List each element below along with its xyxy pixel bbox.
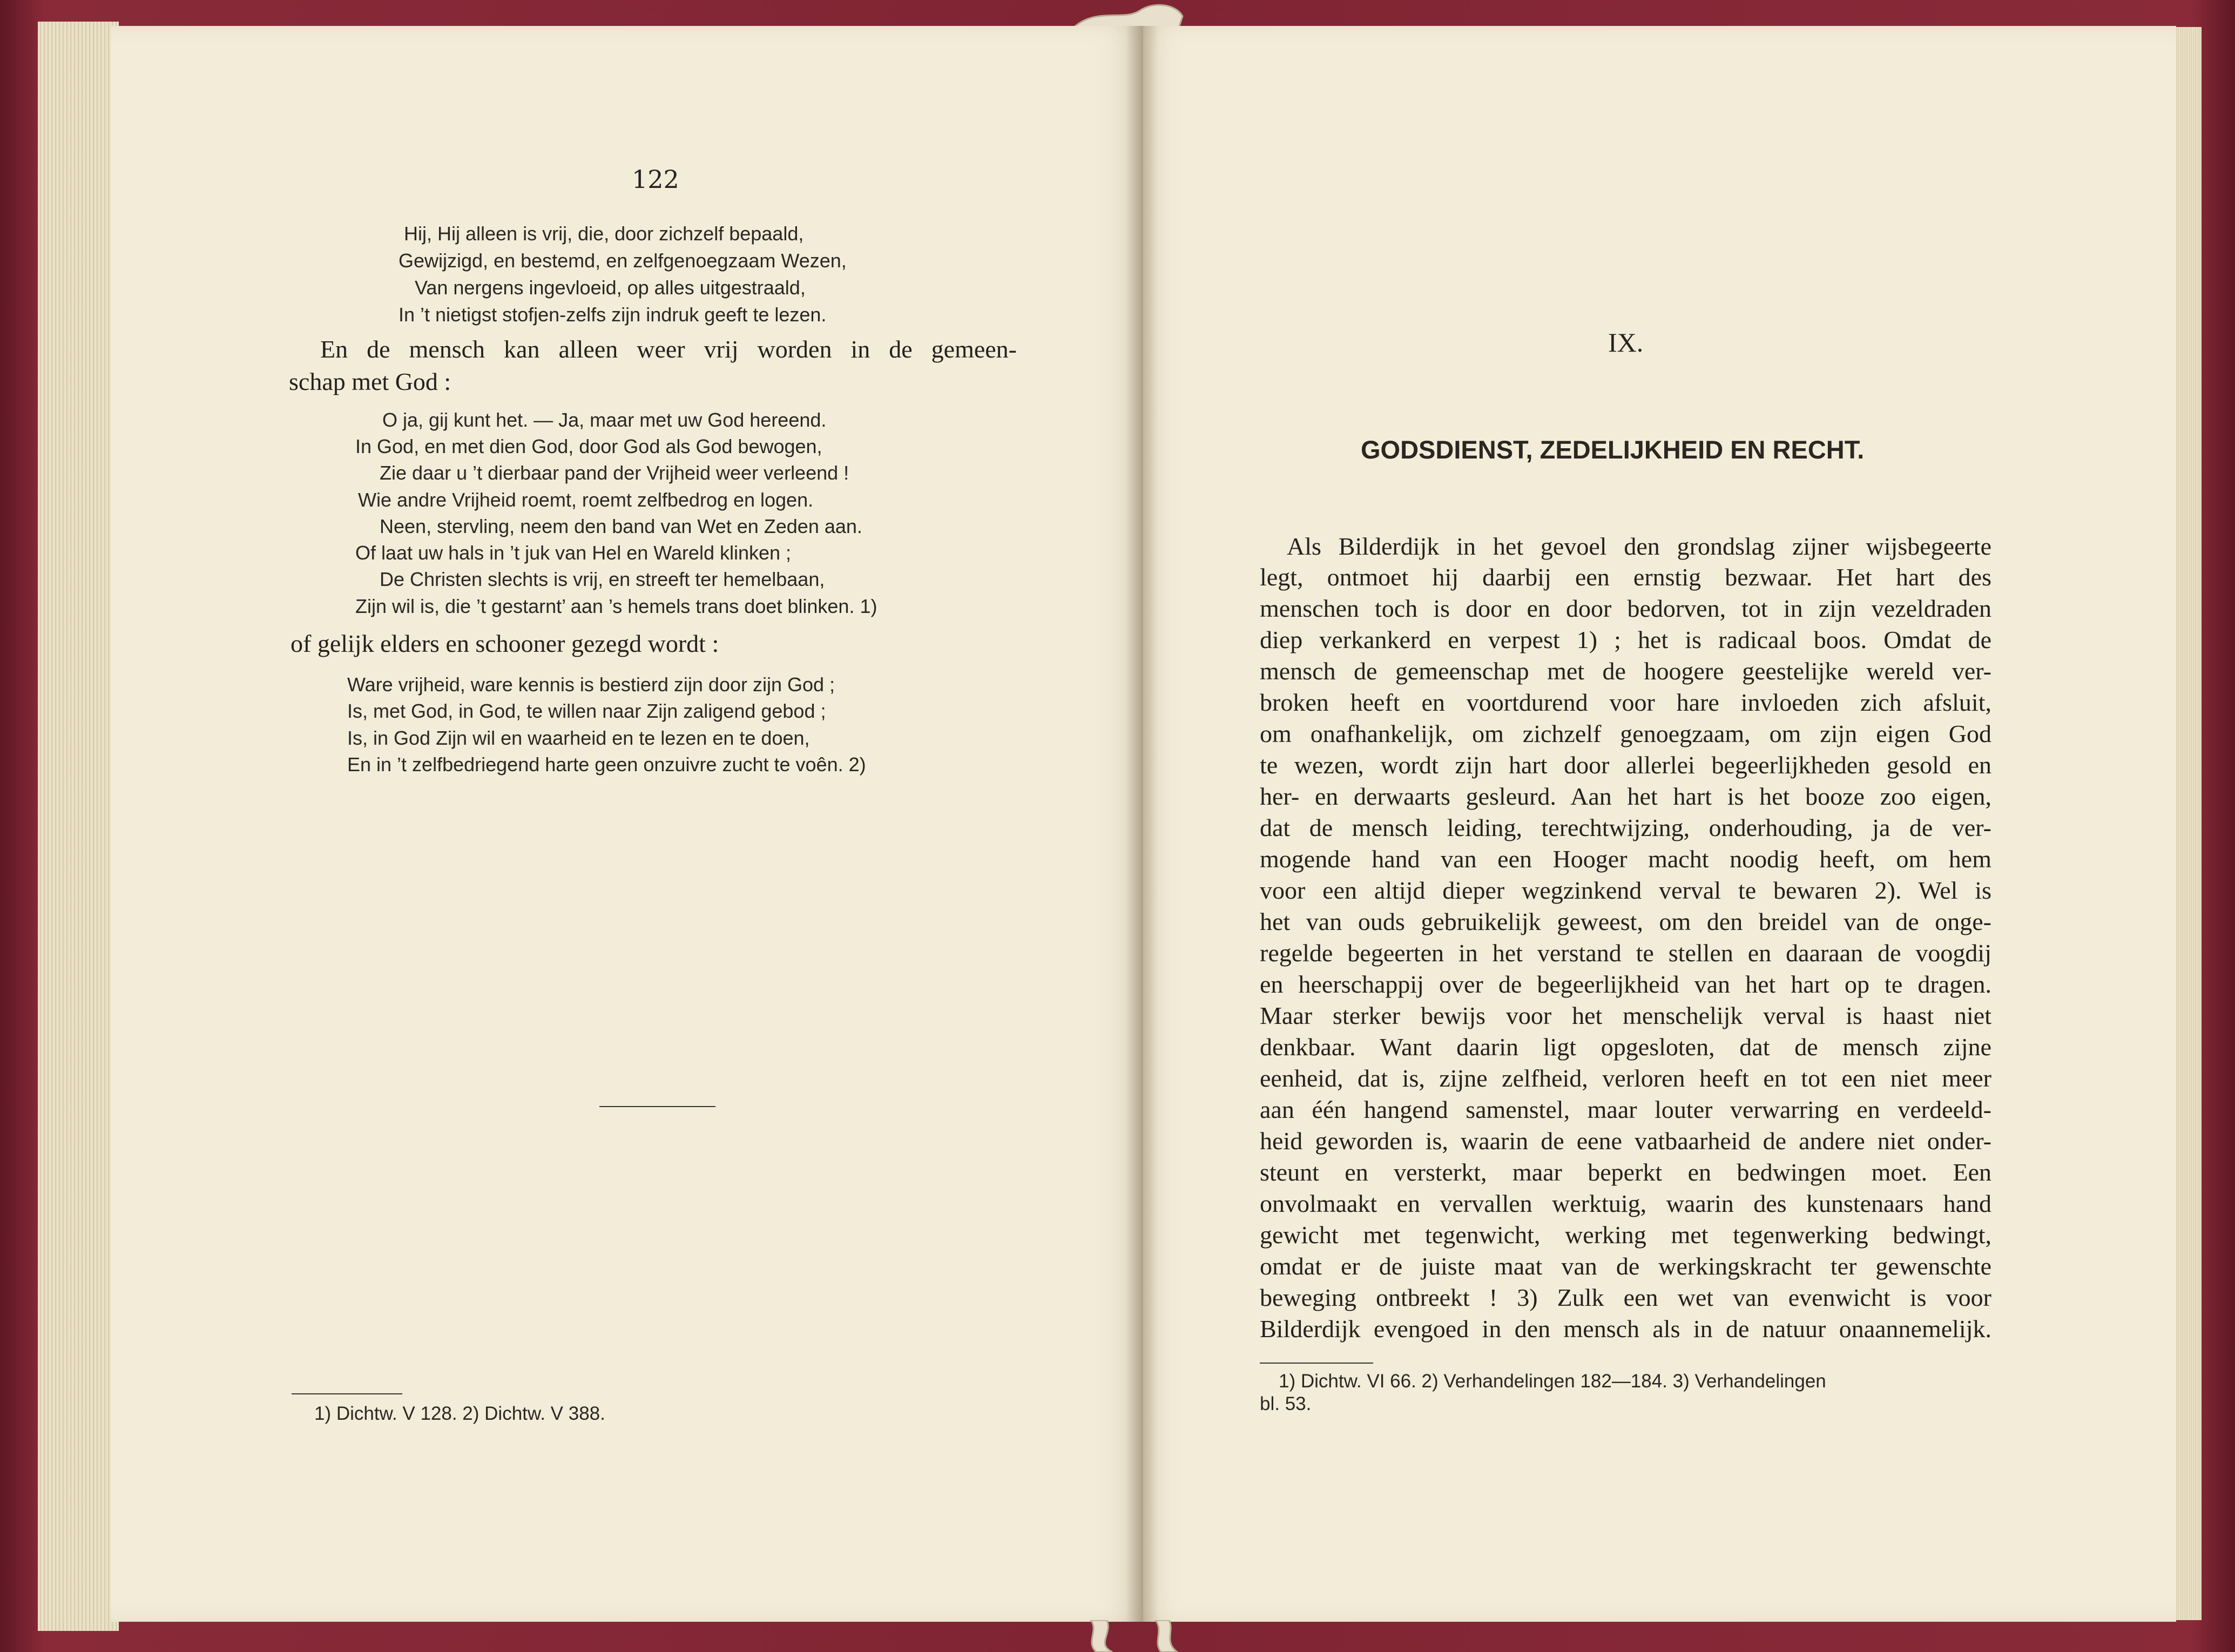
body-line: diep verkankerd en verpest 1) ; het is radicaal boos. Omdat de	[1260, 626, 1991, 653]
body-line: menschen toch is door en door bedorven, tot in zijn vezeldraden	[1260, 595, 1991, 622]
body-line: broken heeft en voortdurend voor hare invloeden zich afsluit,	[1260, 689, 1991, 716]
poem-line: Is, met God, in God, te willen naar Zijn zaligend gebod ;	[347, 700, 826, 722]
body-line: en heerschappij over de begeerlijkheid van het hart op te dragen.	[1260, 970, 1991, 998]
body-line: aan één hangend samenstel, maar louter verwarring en verdeeld-	[1260, 1096, 1991, 1123]
poem-line: Neen, stervling, neem den band van Wet en Zeden aan.	[380, 515, 862, 537]
footnote-rule	[1260, 1363, 1373, 1364]
body-line: her- en derwaarts gesleurd. Aan het hart is het booze zoo eigen,	[1260, 783, 1991, 810]
page-number: 122	[632, 165, 679, 194]
book-gutter	[1126, 26, 1158, 1622]
body-line: denkbaar. Want daarin ligt opgesloten, dat de mensch zijne	[1260, 1033, 1991, 1061]
prose-line: schap met God :	[289, 368, 451, 395]
prose-line: of gelijk elders en schooner gezegd wordt :	[291, 630, 719, 657]
footnote-rule	[292, 1393, 402, 1394]
body-line: steunt en versterkt, maar beperkt en bedwingen moet. Een	[1260, 1158, 1991, 1186]
prose-line: En de mensch kan alleen weer vrij worden in de gemeen-	[320, 335, 1017, 363]
poem-line: Of laat uw hals in ’t juk van Hel en Wareld klinken ;	[355, 542, 792, 564]
body-line: Als Bilderdijk in het gevoel den grondslag zijner wijsbegeerte	[1287, 532, 1991, 560]
chapter-number: IX.	[1608, 327, 1644, 358]
poem-line: Zie daar u ’t dierbaar pand der Vrijheid weer verleend !	[380, 462, 849, 484]
poem-line: O ja, gij kunt het. — Ja, maar met uw God hereend.	[382, 409, 827, 431]
body-line: legt, ontmoet hij daarbij een ernstig bezwaar. Het hart des	[1260, 563, 1991, 591]
poem-line: Van nergens ingevloeid, op alles uitgestraald,	[415, 277, 806, 299]
body-line: regelde begeerten in het verstand te stellen en daaraan de voogdij	[1260, 939, 1991, 967]
body-line: het van ouds gebruikelijk geweest, om den breidel van de onge-	[1260, 908, 1991, 935]
body-line: beweging ontbreekt ! 3) Zulk een wet van evenwicht is voor	[1260, 1284, 1991, 1311]
body-line: mensch de gemeenschap met de hoogere geestelijke wereld ver-	[1260, 657, 1991, 685]
poem-line: Ware vrijheid, ware kennis is bestierd zijn door zijn God ;	[347, 673, 835, 696]
footnote: 1) Dichtw. V 128. 2) Dichtw. V 388.	[314, 1403, 605, 1424]
poem-line: Wie andre Vrijheid roemt, roemt zelfbedrog en logen.	[358, 489, 814, 511]
body-line: omdat er de juiste maat van de werkingskracht ter gewenschte	[1260, 1252, 1991, 1280]
poem-line: Zijn wil is, die ’t gestarnt’ aan ’s hemels trans doet blinken. 1)	[355, 595, 877, 617]
footnote: bl. 53.	[1260, 1393, 1312, 1414]
body-line: mogende hand van een Hooger macht noodig heeft, om hem	[1260, 845, 1991, 873]
footnote: 1) Dichtw. VI 66. 2) Verhandelingen 182—184. 3) Verhandelingen	[1279, 1371, 1826, 1392]
body-line: te wezen, wordt zijn hart door allerlei begeerlijkheden gesold en	[1260, 751, 1991, 779]
poem-line: Gewijzigd, en bestemd, en zelfgenoegzaam Wezen,	[399, 250, 847, 272]
body-line: onvolmaakt en vervallen werktuig, waarin des kunstenaars hand	[1260, 1190, 1991, 1217]
poem-line: Is, in God Zijn wil en waarheid en te lezen en te doen,	[347, 727, 810, 749]
body-line: Maar sterker bewijs voor het menschelijk verval is haast niet	[1260, 1002, 1991, 1029]
body-line: om onafhankelijk, om zichzelf genoegzaam, om zijn eigen God	[1260, 720, 1991, 747]
chapter-title: GODSDIENST, ZEDELIJKHEID EN RECHT.	[1361, 435, 1865, 464]
body-line: eenheid, dat is, zijne zelfheid, verloren heeft en tot een niet meer	[1260, 1064, 1991, 1092]
poem-line: En in ’t zelfbedriegend harte geen onzuivre zucht te voên. 2)	[347, 753, 866, 776]
poem-line: In ’t nietigst stofjen-zelfs zijn indruk geeft te lezen.	[399, 304, 827, 326]
section-divider	[599, 1106, 715, 1107]
poem-line: In God, en met dien God, door God als God bewogen,	[355, 435, 822, 457]
body-line: dat de mensch leiding, terechtwijzing, onderhouding, ja de ver-	[1260, 814, 1991, 841]
body-line: gewicht met tegenwicht, werking met tegenwerking bedwingt,	[1260, 1221, 1991, 1249]
bookmark-ribbon-bottom	[1075, 1620, 1193, 1652]
page-edges-left	[38, 22, 119, 1631]
poem-line: Hij, Hij alleen is vrij, die, door zichzelf bepaald,	[404, 222, 804, 245]
body-line: heid geworden is, waarin de eene vatbaarheid de andere niet onder-	[1260, 1127, 1991, 1155]
body-line: Bilderdijk evengoed in den mensch als in de natuur onaannemelijk.	[1260, 1315, 1991, 1343]
poem-line: De Christen slechts is vrij, en streeft ter hemelbaan,	[380, 568, 825, 590]
body-line: voor een altijd dieper wegzinkend verval te bewaren 2). Wel is	[1260, 876, 1991, 904]
